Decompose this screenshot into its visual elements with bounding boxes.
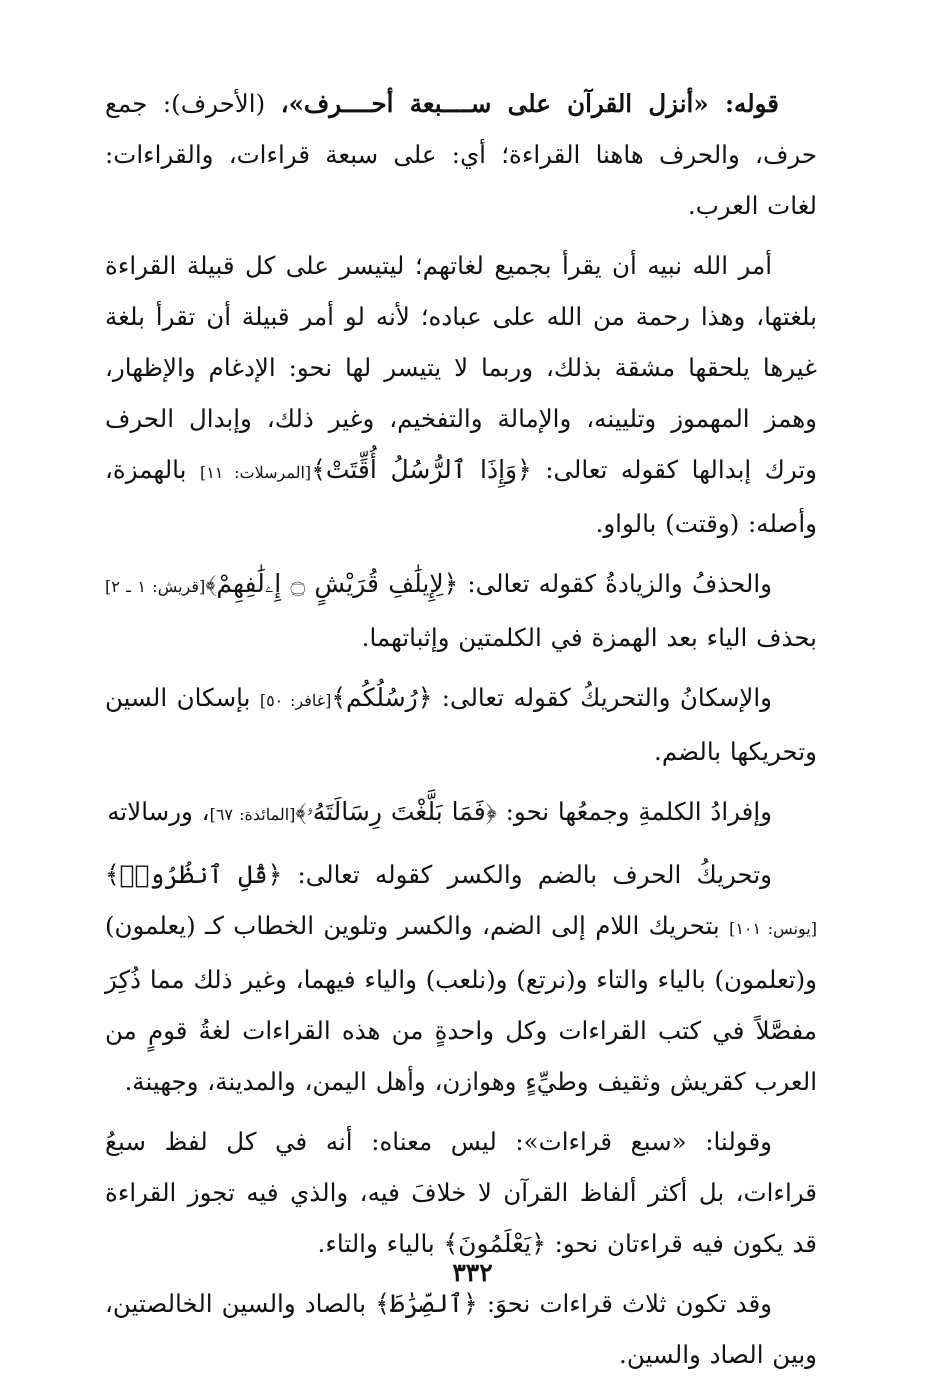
quran-verse: ﴿قُلِ ٱنظُرُوا۟﴾: [105, 860, 283, 889]
paragraph-7-text-b: بالياء والتاء.: [317, 1229, 444, 1258]
paragraph-6-text-b: بتحريك اللام إلى الضم، والكسر وتلوين الخطاب كـ (يعلمون) و(تعلمون) بالياء والتاء و(نرتع) و(نلعب) والياء فيهما، وغير ذلك مما ذُكِرَ مفصَّلاً في كتب القراءات وكل واحدةٍ من هذه القراءات لغةُ قومٍ من العرب كقريش وثقيف وطيِّءٍ وهوازن، وأهل اليمن، والمدينة، وجهينة.: [105, 911, 817, 1096]
quran-verse: ﴿فَمَا بَلَّغْتَ رِسَالَتَهُۥ﴾: [295, 797, 497, 826]
paragraph-3-text-b: بحذف الياء بعد الهمزة في الكلمتين وإثباتهما.: [361, 623, 817, 652]
paragraph-2: [105, 240, 817, 549]
paragraph-3: [105, 558, 817, 663]
paragraph-5-text-a: وإفرادُ الكلمةِ وجمعُها نحو:: [496, 797, 772, 826]
paragraph-5-text-b: ، ورسالاته: [107, 797, 210, 826]
paragraph-4-text-a: والإسكانُ والتحريكُ كقوله تعالى:: [432, 683, 773, 712]
page-body: [105, 78, 817, 1389]
paragraph-2-text-a: أمر الله نبيه أن يقرأ بجميع لغاتهم؛ ليتيسر على كل قبيلة القراءة بلغتها، وهذا رحمة من الله على عباده؛ لأنه لو أمر قبيلة أن تقرأ بلغة غيرها يلحقها مشقة بذلك، وربما لا يتيسر لها نحو: الإدغام والإظهار، وهمز المهموز وتليينه، والإمالة والتفخيم، وغير ذلك، وإبدال الحرف وترك إبدالها كقوله تعالى:: [105, 251, 818, 484]
verse-reference: [قريش: ١ ـ ٢]: [105, 577, 206, 596]
paragraph-1: [105, 78, 817, 231]
verse-reference: [المرسلات: ١١]: [199, 463, 312, 482]
paragraph-2-text-b: بالهمزة، وأصله: (وقتت) بالواو.: [105, 455, 817, 538]
verse-reference: [يونس: ١٠١]: [729, 919, 817, 938]
page-number: ٣٣٢: [452, 1258, 493, 1287]
paragraph-8-text-a: وقد تكون ثلاث قراءات نحوَ:: [477, 1289, 772, 1318]
paragraph-6-text-a: وتحريكُ الحرف بالضم والكسر كقوله تعالى:: [282, 860, 772, 889]
verse-reference: [المائدة: ٦٧]: [209, 805, 296, 824]
quote-lead: قوله: «أنزل القرآن على ســــبعة أحــــرف»،: [280, 89, 779, 118]
paragraph-7: [105, 1116, 817, 1269]
paragraph-4-text-b: بإسكان السين وتحريكها بالضم.: [105, 683, 817, 766]
paragraph-4: [105, 672, 817, 777]
paragraph-8-text-b: بالصاد والسين الخالصتين، وبين الصاد والسين.: [105, 1289, 817, 1369]
verse-reference: [غافر: ٥٠]: [259, 691, 332, 710]
quran-verse: ﴿يَعْلَمُونَ﴾: [443, 1229, 546, 1258]
quran-verse: ﴿لِإِيلَٰفِ قُرَيْشٍ ۝ إِۦلَٰفِهِمْ﴾: [205, 569, 459, 598]
quran-verse: ﴿رُسُلُكُم﴾: [331, 683, 433, 712]
paragraph-5: [105, 786, 817, 840]
paragraph-6: [105, 849, 817, 1107]
quran-verse: ﴿وَإِذَا ٱلرُّسُلُ أُقِّتَتْ﴾: [311, 455, 532, 484]
quran-verse: ﴿ٱلصِّرَٰطَ﴾: [375, 1289, 478, 1318]
paragraph-1-text: (الأحرف): جمع حرف، والحرف هاهنا القراءة؛ أي: على سبعة قراءات، والقراءات: لغات العرب.: [105, 89, 817, 220]
paragraph-7-text-a: وقولنا: «سبع قراءات»: ليس معناه: أنه في كل لفظ سبعُ قراءات، بل أكثر ألفاظ القرآن لا خلافَ فيه، والذي فيه تجوز القراءة قد يكون فيه قراءتان نحو:: [105, 1127, 817, 1258]
paragraph-8: [105, 1278, 817, 1380]
paragraph-3-text-a: والحذفُ والزيادةُ كقوله تعالى:: [458, 569, 772, 598]
